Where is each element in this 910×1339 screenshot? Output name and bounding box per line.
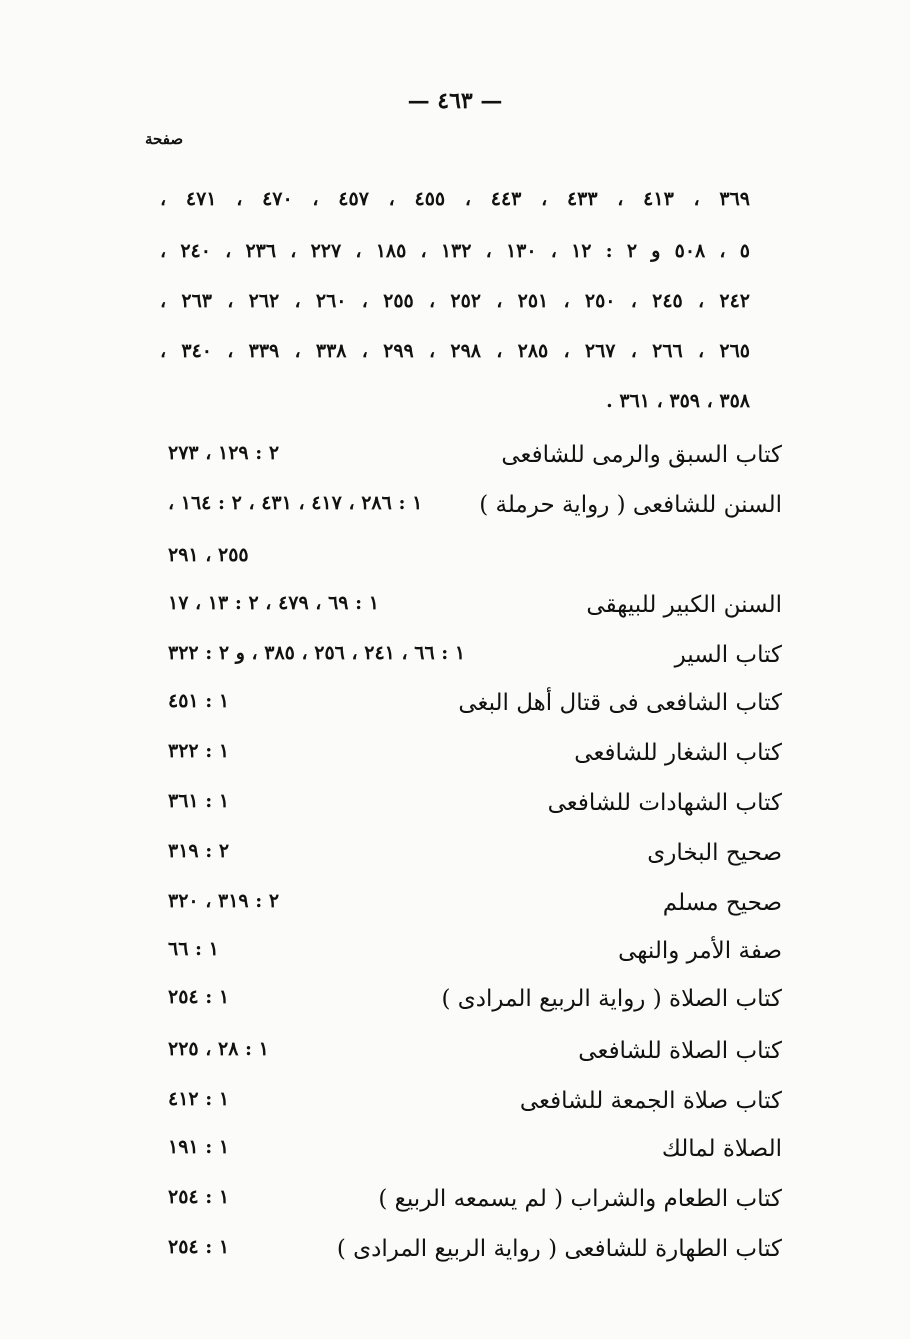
entry-title: كتاب الشهادات للشافعى xyxy=(547,790,782,816)
continuation-line: ٢٦٥ ، ٢٦٦ ، ٢٦٧ ، ٢٨٥ ، ٢٩٨ ، ٢٩٩ ، ٣٣٨ ، ٣٣٩ ، ٣٤٠ ، xyxy=(160,340,750,362)
entry-pages: ١ : ٦٦ xyxy=(168,938,219,960)
entry-title: السنن الكبير للبيهقى xyxy=(586,592,782,618)
entry-pages: ٢ : ٣١٩ xyxy=(168,840,230,862)
entry-pages-continued: ٢٥٥ ، ٢٩١ xyxy=(168,544,249,566)
entry-title: كتاب الشغار للشافعى xyxy=(574,740,782,766)
entry-title: الصلاة لمالك xyxy=(661,1136,782,1162)
entry-title: كتاب الشافعى فى قتال أهل البغى xyxy=(458,690,782,716)
continuation-line: ٢٤٢ ، ٢٤٥ ، ٢٥٠ ، ٢٥١ ، ٢٥٢ ، ٢٥٥ ، ٢٦٠ ، ٢٦٢ ، ٢٦٣ ، xyxy=(160,290,750,312)
continuation-line: ٥ ، ٥٠٨ و ٢ : ١٢ ، ١٣٠ ، ١٣٢ ، ١٨٥ ، ٢٢٧ ، ٢٣٦ ، ٢٤٠ ، xyxy=(160,240,750,262)
entry-title: صحيح البخارى xyxy=(647,840,782,866)
entry-title: كتاب صلاة الجمعة للشافعى xyxy=(519,1088,782,1114)
continuation-line: ٣٥٨ ، ٣٥٩ ، ٣٦١ . xyxy=(606,390,750,412)
index-entry xyxy=(0,592,910,632)
index-entry xyxy=(0,890,910,930)
entry-pages: ١ : ٣٦١ xyxy=(168,790,230,812)
entry-pages: ١ : ٢٨ ، ٢٢٥ xyxy=(168,1038,269,1060)
entry-title: صحيح مسلم xyxy=(662,890,782,916)
index-entry xyxy=(0,492,910,532)
entry-pages: ١ : ٦٦ ، ٢٤١ ، ٢٥٦ ، ٣٨٥ ، و ٢ : ٣٢٢ xyxy=(168,642,466,664)
index-entry xyxy=(0,690,910,730)
page-number: — ٤٦٣ — xyxy=(407,88,503,114)
continuation-line: ٣٦٩ ، ٤١٣ ، ٤٣٣ ، ٤٤٣ ، ٤٥٥ ، ٤٥٧ ، ٤٧٠ ، ٤٧١ ، xyxy=(160,188,751,210)
entry-title: صفة الأمر والنهى xyxy=(618,938,782,964)
entry-pages: ١ : ٢٥٤ xyxy=(168,1186,230,1208)
index-entry xyxy=(0,1088,910,1128)
entry-title: السنن للشافعى ( رواية حرملة ) xyxy=(479,492,782,518)
entry-pages: ٢ : ١٢٩ ، ٢٧٣ xyxy=(168,442,280,464)
index-entry xyxy=(0,642,910,682)
entry-title: كتاب الصلاة للشافعى xyxy=(578,1038,782,1064)
index-entry xyxy=(0,1136,910,1176)
entry-pages: ١ : ٤٥١ xyxy=(168,690,230,712)
entry-pages: ١ : ٢٨٦ ، ٤١٧ ، ٤٣١ ، ٢ : ١٦٤ ، xyxy=(168,492,423,514)
entry-pages: ١ : ٦٩ ، ٤٧٩ ، ٢ : ١٣ ، ١٧ xyxy=(168,592,379,614)
index-entry xyxy=(0,986,910,1026)
entry-title: كتاب السبق والرمى للشافعى xyxy=(501,442,782,468)
entry-pages: ١ : ١٩١ xyxy=(168,1136,230,1158)
index-entry xyxy=(0,1186,910,1226)
entry-title: كتاب الطعام والشراب ( لم يسمعه الربيع ) xyxy=(378,1186,782,1212)
index-entry xyxy=(0,740,910,780)
page-column-label: صفحة xyxy=(145,130,184,148)
entry-pages: ١ : ٤١٢ xyxy=(168,1088,230,1110)
index-entry xyxy=(0,938,910,978)
entry-pages: ١ : ٢٥٤ xyxy=(168,986,230,1008)
index-entry xyxy=(0,1038,910,1078)
index-entry xyxy=(0,442,910,482)
entry-pages: ١ : ٢٥٤ xyxy=(168,1236,230,1258)
index-entry xyxy=(0,1236,910,1276)
entry-pages: ٢ : ٣١٩ ، ٣٢٠ xyxy=(168,890,280,912)
index-entry xyxy=(0,840,910,880)
entry-title: كتاب السير xyxy=(674,642,782,668)
entry-pages: ١ : ٣٢٢ xyxy=(168,740,230,762)
entry-title: كتاب الصلاة ( رواية الربيع المرادى ) xyxy=(441,986,782,1012)
index-entry xyxy=(0,790,910,830)
entry-title: كتاب الطهارة للشافعى ( رواية الربيع المرادى ) xyxy=(336,1236,782,1262)
